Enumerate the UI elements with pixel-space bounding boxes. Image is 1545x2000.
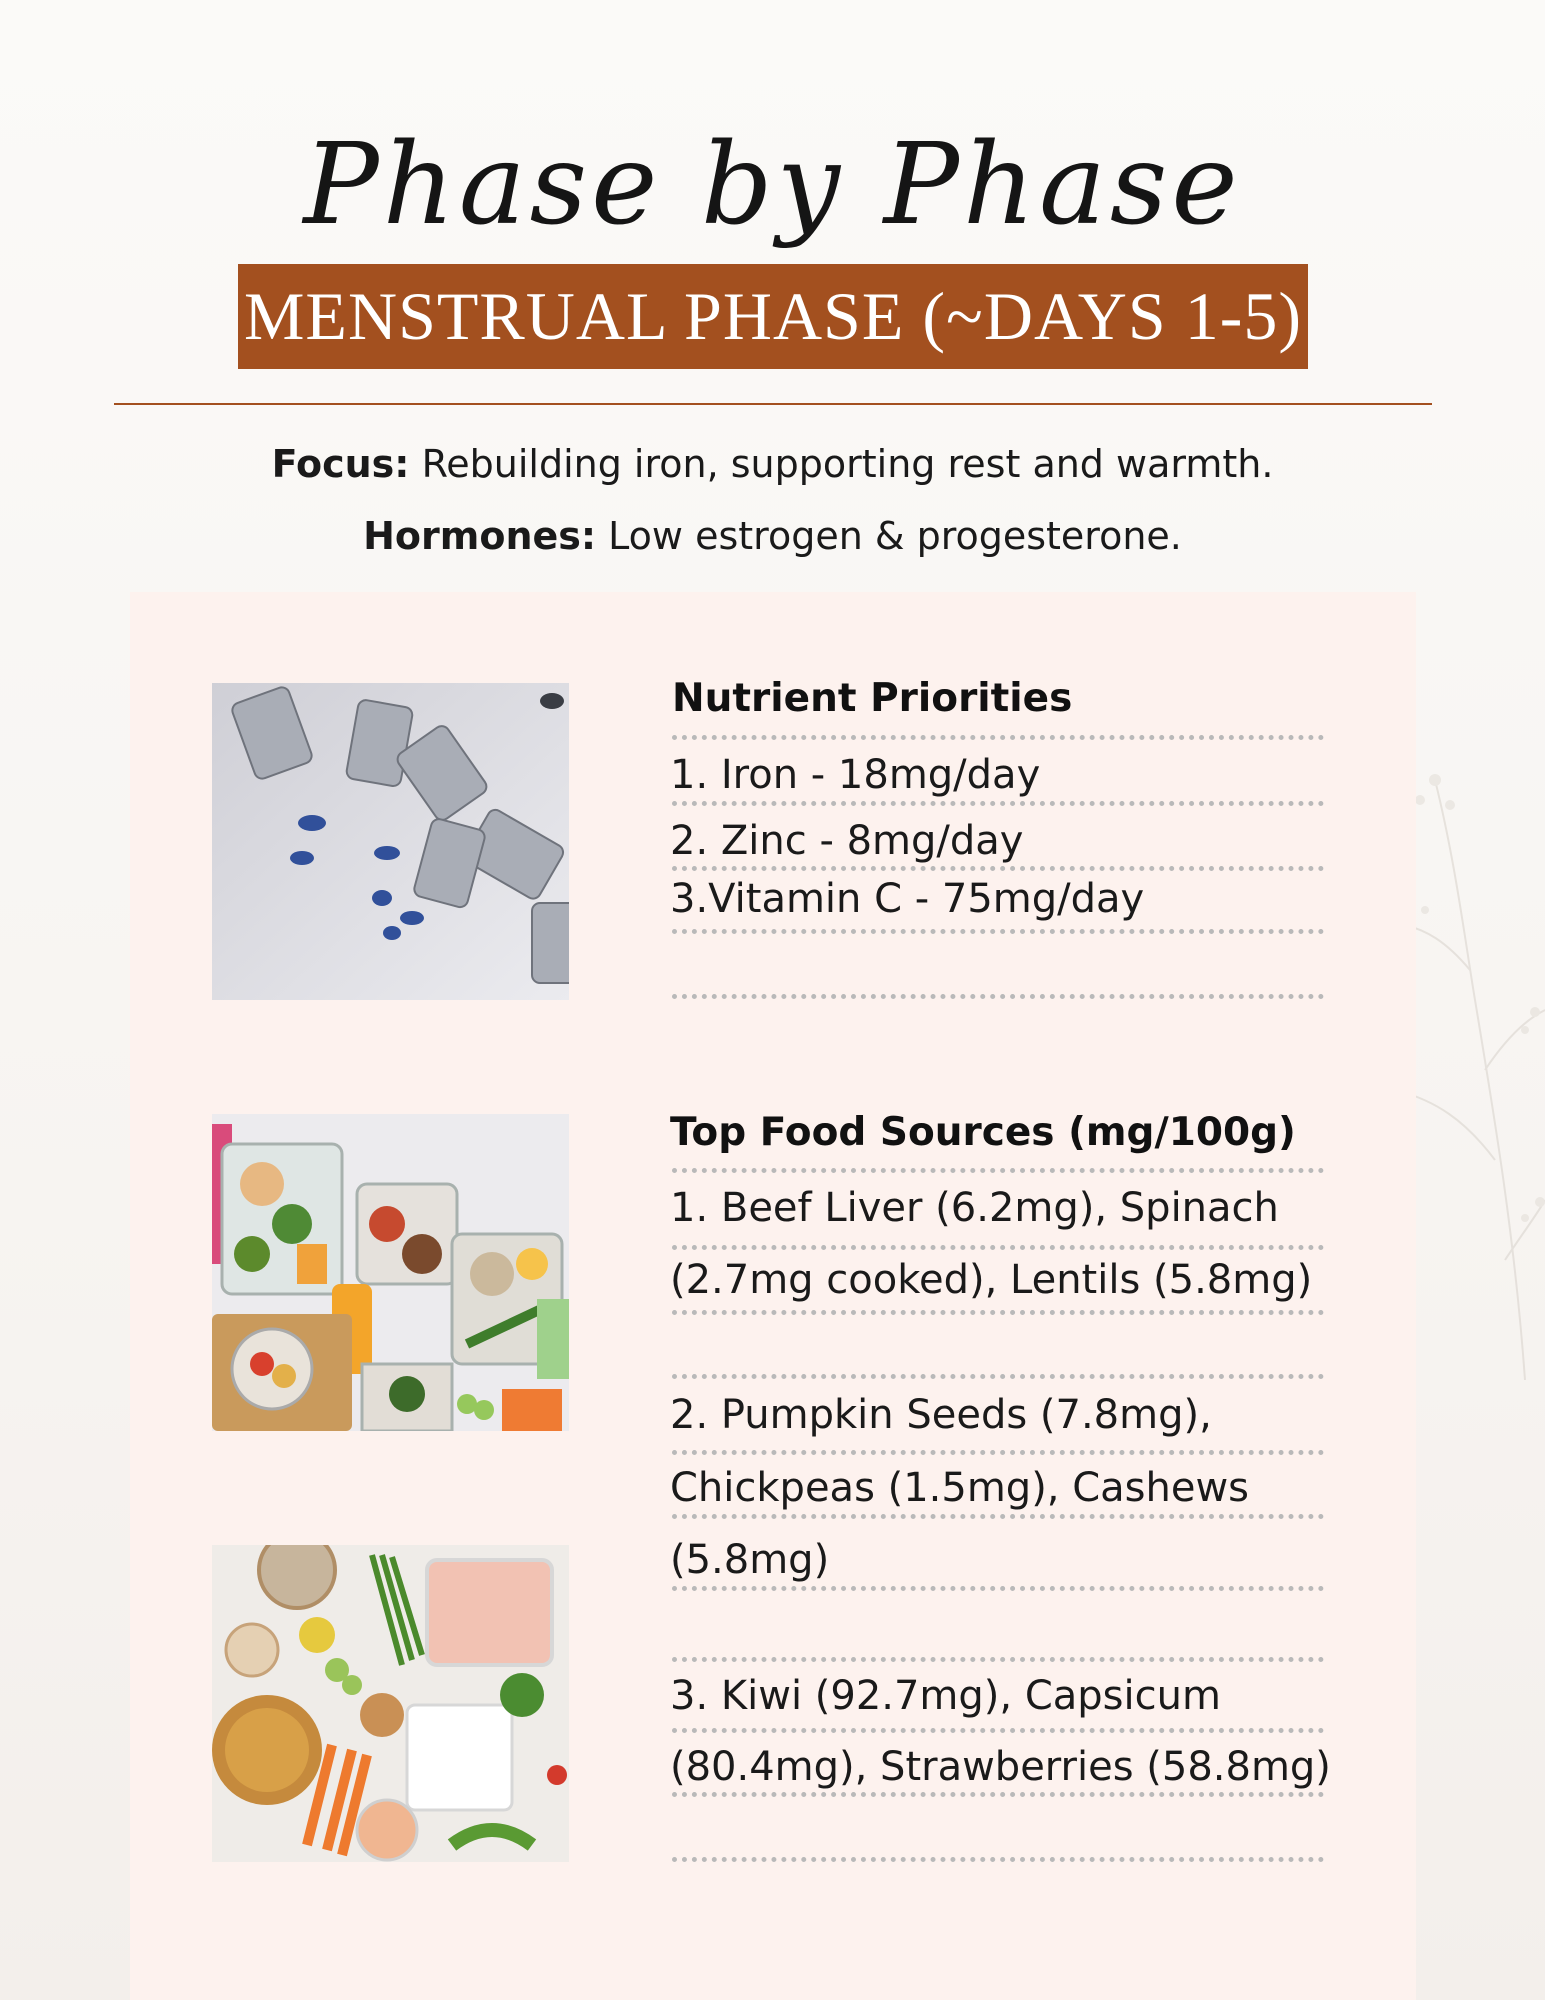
food-line: 3. Kiwi (92.7mg), Capsicum	[670, 1673, 1221, 1719]
dotted-rule	[672, 735, 1324, 740]
dotted-rule	[672, 1728, 1324, 1733]
food-line: 1. Beef Liver (6.2mg), Spinach	[670, 1185, 1279, 1231]
top-food-sources-heading: Top Food Sources (mg/100g)	[670, 1110, 1296, 1155]
focus-line	[0, 442, 1545, 486]
script-title: Phase by Phase	[303, 120, 1242, 250]
hormones-line	[0, 514, 1545, 558]
supplements-photo	[212, 683, 569, 1000]
nutrient-priorities-heading: Nutrient Priorities	[672, 676, 1073, 721]
nutrient-item: 3.Vitamin C - 75mg/day	[670, 876, 1145, 922]
food-line: Chickpeas (1.5mg), Cashews	[670, 1465, 1250, 1511]
dotted-rule	[672, 1450, 1324, 1455]
food-line: (2.7mg cooked), Lentils (5.8mg)	[670, 1257, 1313, 1303]
hormones-label: Hormones:	[363, 514, 597, 558]
nutrient-item: 2. Zinc - 8mg/day	[670, 818, 1024, 864]
divider	[114, 403, 1432, 405]
dotted-rule	[672, 1657, 1324, 1662]
hormones-text: Low estrogen & progesterone.	[596, 514, 1182, 558]
focus-text: Rebuilding iron, supporting rest and warmth.	[409, 442, 1274, 486]
dotted-rule	[672, 1514, 1324, 1519]
food-line: (80.4mg), Strawberries (58.8mg)	[670, 1744, 1331, 1790]
ingredients-photo	[212, 1545, 569, 1862]
dotted-rule	[672, 929, 1324, 934]
nutrient-item: 1. Iron - 18mg/day	[670, 752, 1041, 798]
meal-prep-photo	[212, 1114, 569, 1431]
dotted-rule	[672, 801, 1324, 806]
dotted-rule	[672, 1310, 1324, 1315]
dotted-rule	[672, 1245, 1324, 1250]
food-line: (5.8mg)	[670, 1537, 830, 1583]
dotted-rule	[672, 1168, 1324, 1173]
dotted-rule	[672, 1374, 1324, 1379]
dotted-rule	[672, 1857, 1324, 1862]
dotted-rule	[672, 866, 1324, 871]
dotted-rule	[672, 1586, 1324, 1591]
dotted-rule	[672, 994, 1324, 999]
phase-banner: MENSTRUAL PHASE (~DAYS 1-5)	[238, 264, 1308, 369]
dotted-rule	[672, 1792, 1324, 1797]
focus-label: Focus:	[271, 442, 410, 486]
food-line: 2. Pumpkin Seeds (7.8mg),	[670, 1392, 1212, 1438]
